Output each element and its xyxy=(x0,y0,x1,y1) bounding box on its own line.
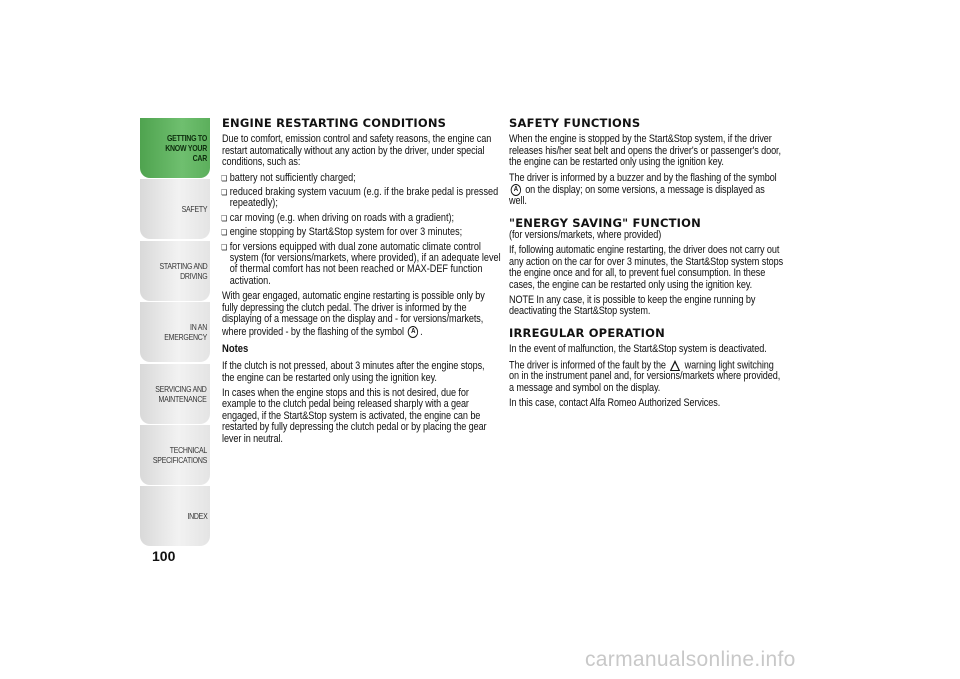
tab-label: STARTING AND DRIVING xyxy=(159,260,207,281)
tab-label: IN AN EMERGENCY xyxy=(164,322,207,343)
irregular-text: The driver is informed of the fault by the xyxy=(509,359,666,371)
list-item: ❏ car moving (e.g. when driving on roads with a gradient); xyxy=(222,213,504,224)
section-heading-irregular: IRREGULAR OPERATION xyxy=(509,325,665,340)
sentence-end: . xyxy=(420,325,423,338)
paragraph: NOTE In any case, it is possible to keep the engine running by deactivating the Start&Stop system. xyxy=(509,294,756,318)
gear-text: With gear engaged, automatic engine restarting is possible only by fully depressing the clutch pedal. The driver is informed by the displaying of a message on the display and - for versions/markets, where provided - by the flashing of the symbol xyxy=(222,290,485,338)
tab-starting-and-driving[interactable] xyxy=(140,241,210,301)
paragraph xyxy=(509,360,783,395)
section-heading-restart: ENGINE RESTARTING CONDITIONS xyxy=(222,116,447,130)
section-heading-safety: SAFETY FUNCTIONS xyxy=(509,116,641,130)
right-column xyxy=(509,118,784,414)
tab-label: INDEX xyxy=(186,511,207,522)
page-number: 100 xyxy=(152,548,176,564)
safety-text-end: on the display; on some versions, a message is displayed as well. xyxy=(509,183,765,208)
tab-label: SAFETY xyxy=(181,204,207,215)
tab-label: TECHNICAL SPECIFICATIONS xyxy=(152,444,207,465)
paragraph xyxy=(222,291,496,337)
tab-servicing-and-maintenance[interactable] xyxy=(140,364,210,424)
tab-safety[interactable] xyxy=(140,179,210,239)
paragraph xyxy=(509,173,783,208)
list-item: ❏ battery not sufficiently charged; xyxy=(222,173,504,184)
notes-heading: Notes xyxy=(222,342,249,355)
section-heading-energy-saving: "ENERGY SAVING" FUNCTION xyxy=(509,215,701,230)
tab-getting-to-know-your-car[interactable] xyxy=(140,118,210,178)
paragraph: If the clutch is not pressed, about 3 minutes after the engine stops, the engine can be restarted only using the ignition key. xyxy=(222,360,485,384)
tab-label: GETTING TO KNOW YOUR CAR xyxy=(165,133,207,163)
list-item: ❏ for versions equipped with dual zone automatic climate control system (for versions/markets, where provided), if an adequate level of thermal comfort has not been reached or MAX-DEF function activation. xyxy=(222,242,504,288)
tab-index[interactable] xyxy=(140,486,210,546)
paragraph: If, following automatic engine restarting, the driver does not carry out any action on the car for over 3 minutes, the Start&Stop system stops the engine once and for all, to prevent fuel consumption. In these cases, the engine can be restarted only using the ignition key. xyxy=(509,244,784,291)
list-item: ❏ reduced braking system vacuum (e.g. if the brake pedal is pressed repeatedly); xyxy=(222,187,504,210)
paragraph: (for versions/markets, where provided) xyxy=(509,229,662,242)
paragraph: In this case, contact Alfa Romeo Authorized Services. xyxy=(509,397,721,410)
paragraph: When the engine is stopped by the Start&Stop system, if the driver releases his/her seat belt and opens the driver's or passenger's door, the engine can be restarted only using the ignition key. xyxy=(509,133,781,169)
tab-label: SERVICING AND MAINTENANCE xyxy=(155,383,207,404)
paragraph: Due to comfort, emission control and safety reasons, the engine can restart automatically without any action by the driver, under special conditions, such as: xyxy=(222,133,492,169)
chapter-tabs xyxy=(140,118,210,548)
start-stop-symbol-icon: A xyxy=(511,184,521,196)
condition-list xyxy=(222,171,501,288)
tab-technical-specifications[interactable] xyxy=(140,425,210,485)
list-item: ❏ engine stopping by Start&Stop system for over 3 minutes; xyxy=(222,227,504,238)
watermark: carmanualsonline.info xyxy=(585,648,796,671)
warning-triangle-icon xyxy=(670,360,680,371)
tab-in-an-emergency[interactable] xyxy=(140,302,210,362)
left-column xyxy=(222,116,501,449)
safety-text: The driver is informed by a buzzer and by the flashing of the symbol xyxy=(509,171,777,184)
start-stop-symbol-icon: A xyxy=(408,326,418,338)
paragraph: In the event of malfunction, the Start&Stop system is deactivated. xyxy=(509,343,767,356)
irregular-text-end: warning light switching on in the instrument panel and, for versions/markets where provided, a message and symbol on the display. xyxy=(509,359,781,394)
paragraph: In cases when the engine stops and this is not desired, due for example to the clutch pedal being released sharply with a gear engaged, if the Start&Stop system is activated, the engine can be restarted by fully depressing the clutch pedal or by placing the gear lever in neutral. xyxy=(222,386,487,445)
